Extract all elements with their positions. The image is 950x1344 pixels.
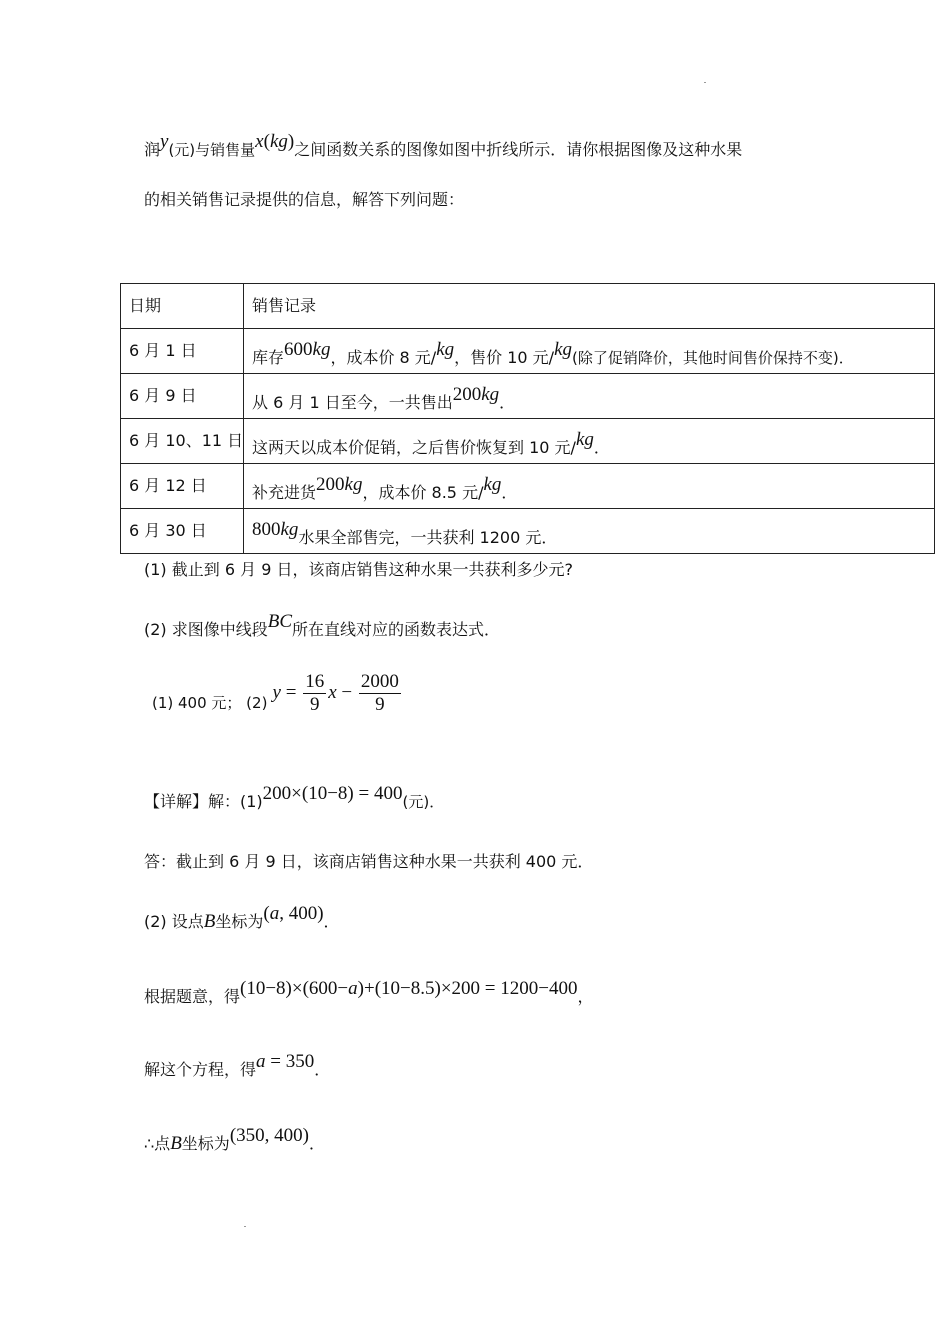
question-1: (1) 截止到 6 月 9 日，该商店销售这种水果一共获利多少元? [144,560,573,579]
table-row [121,419,935,464]
detail-answer: 答：截止到 6 月 9 日，该商店销售这种水果一共获利 400 元． [144,852,594,871]
row-date: 6 月 12 日 [121,464,244,509]
sales-record-table [120,283,935,554]
table-row [121,329,935,374]
var-x-kg: x(kg) [255,131,295,152]
row-date: 6 月 9 日 [121,374,244,419]
detail-step-5: ∴点B坐标为(350, 400)． [144,1125,325,1154]
intro-line-1: 润y(元)与销售量x(kg)之间函数关系的图像如图中折线所示．请你根据图像及这种水果 [144,131,743,159]
intro-line-2: 的相关销售记录提供的信息，解答下列问题： [144,190,465,209]
row-record: 这两天以成本价促销，之后售价恢复到 10 元/kg． [244,419,935,464]
header-record: 销售记录 [244,284,935,329]
detail-line-1: 【详解】解：(1)200×(10−8) = 400(元)． [144,783,445,811]
row-date: 6 月 30 日 [121,509,244,554]
row-record: 从 6 月 1 日至今，一共售出200kg． [244,374,935,419]
speck [244,1226,246,1227]
row-record: 800kg水果全部售完，一共获利 1200 元． [244,509,935,554]
detail-step-3: 根据题意，得(10−8)×(600−a)+(10−8.5)×200 = 1200−400， [144,978,594,1006]
answer-line: (1) 400 元； (2) y = $\frac{16}{9}$ x − $\frac{2000}{9}$ [152,680,403,726]
var-y: y [160,131,169,152]
table-row [121,374,935,419]
detail-step-2: (2) 设点B坐标为(a, 400)． [144,903,340,932]
table-row [121,509,935,554]
detail-step-4: 解这个方程，得a = 350． [144,1051,331,1079]
question-2: (2) 求图像中线段BC所在直线对应的函数表达式． [144,611,501,639]
row-date: 6 月 1 日 [121,329,244,374]
table-header-row [121,284,935,329]
row-date: 6 月 10、11 日 [121,419,244,464]
row-record: 库存600kg，成本价 8 元/kg，售价 10 元/kg(除了促销降价，其他时间售价保持不变)． [244,329,935,374]
row-record: 补充进货200kg，成本价 8.5 元/kg． [244,464,935,509]
speck [704,82,706,83]
header-date: 日期 [121,284,244,329]
table-row [121,464,935,509]
answer-equation: y = $\frac{16}{9}$ x − $\frac{2000}{9}$ [272,671,399,716]
